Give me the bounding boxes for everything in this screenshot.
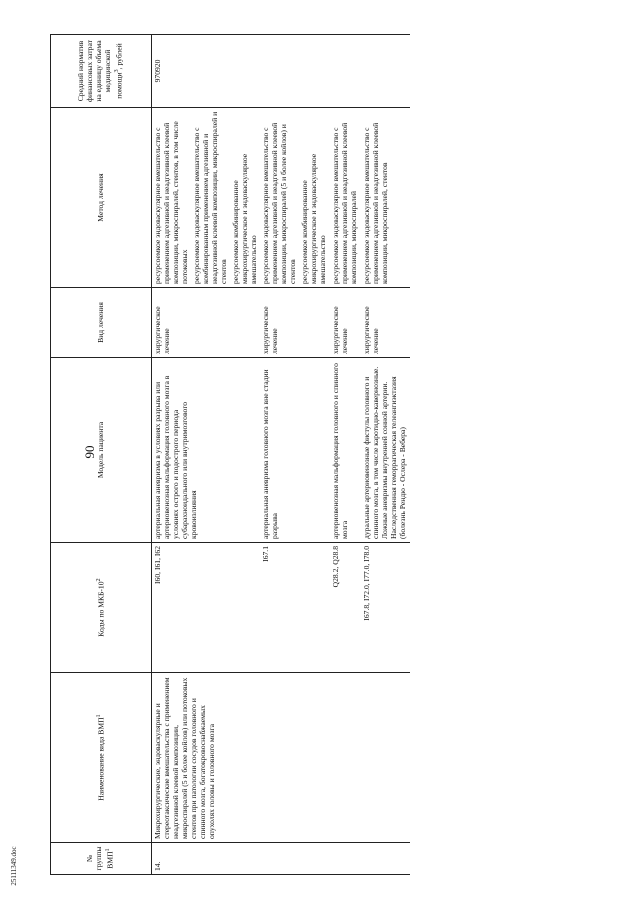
treatment-method-cell xyxy=(330,108,361,288)
treatment-method-cell xyxy=(361,108,410,288)
icd-codes-cell: I60, I61, I62 xyxy=(152,543,261,673)
patient-model-cell: артериовенозная мальформация головного и спинного мозга xyxy=(330,358,361,543)
treatment-method-item: ресурсоемкое комбинированное микрохирургическое и эндоваскулярное вмешательство xyxy=(300,153,328,284)
header-icd-codes: Коды по МКБ-$10^2$ xyxy=(51,543,152,673)
treatment-type-cell: хирургическое лечение xyxy=(260,288,330,358)
cost-cell: 970920 xyxy=(152,35,410,108)
treatment-method-item: ресурсоемкое эндоваскулярное вмешательство с комбинированным применением адгезивной и неадгезивной клеевой композиции, микроспиралей и стентов xyxy=(191,111,228,284)
treatment-type-cell: хирургическое лечение xyxy=(330,288,361,358)
table-header-row xyxy=(51,35,152,875)
treatment-method-cell xyxy=(260,108,330,288)
patient-model-cell: артериальная аневризма головного мозга вне стадии разрыва xyxy=(260,358,330,543)
file-name: 25111349.doc xyxy=(10,846,18,886)
treatment-method-item: ресурсоемкое эндоваскулярное вмешательство с применением адгезивной и неадгезивной клеевой композиции, микроспиралей, стентов xyxy=(362,122,389,284)
vmp-table xyxy=(50,34,410,875)
patient-model-cell: артериальная аневризма в условиях разрыва или артериовенозная мальформация головного мозга в условиях острого и подострого периода субарахноидального или внутримозгового кровоизлияния xyxy=(152,358,261,543)
header-vmp-name: Наименование вида ВМП$^1$ xyxy=(51,673,152,843)
icd-codes-cell: I67.1 xyxy=(260,543,330,673)
treatment-type-cell: хирургическое лечение xyxy=(152,288,261,358)
group-number-cell: 14. xyxy=(152,843,410,875)
treatment-type-cell: хирургическое лечение xyxy=(361,288,410,358)
vmp-table-container xyxy=(50,35,590,875)
page-number: 90 xyxy=(82,445,97,459)
header-treatment-method: Метод лечения xyxy=(51,108,152,288)
treatment-method-item: ресурсоемкое эндоваскулярное вмешательство с применением адгезивной и неадгезивной клеевой композиции, микроспиралей, стентов, в том числе потоковых xyxy=(153,121,189,284)
header-cost: Средний норматив финансовых затрат на единицу объема медицинской помощи$^3$, рублей xyxy=(51,35,152,108)
header-patient-model: Модель пациента xyxy=(51,358,152,543)
treatment-method-cell xyxy=(152,108,261,288)
treatment-method-item: ресурсоемкое эндоваскулярное вмешательство с применением адгезивной и неадгезивной клеевой композиции, микроспиралей xyxy=(331,122,359,284)
icd-codes-cell: I67.8, I72.0, I77.0, I78.0 xyxy=(361,543,410,673)
patient-model-cell: дуральные артериовенозные фистулы головного и спинного мозга, в том числе каротидно-кавернозные. Ложные аневризмы внутренней сонной артерии. Наследственная геморрагическая телеангиэктазия (болезнь Рендю - Ослера - Вебера) xyxy=(361,358,410,543)
table-row xyxy=(152,35,261,875)
icd-codes-cell: Q28.2, Q28.8 xyxy=(330,543,361,673)
treatment-method-item: ресурсоемкое эндоваскулярное вмешательство с применением адгезивной и неадгезивной клеевой композиции, микроспиралей (5 и более койлов) и стентов xyxy=(261,122,298,284)
header-treatment-type: Вид лечения xyxy=(51,288,152,358)
treatment-method-item: ресурсоемкое комбинированное микрохирургическое и эндоваскулярное вмешательство xyxy=(230,153,258,284)
header-group-number: № группы ВМП$^1$ xyxy=(51,843,152,875)
group-name-cell: Микрохирургические, эндоваскулярные и стереотаксические вмешательства с применением неадгезивной клеевой композиции, микроспиралей (5 и более койлов) или потоковых стентов при патологии сосудов головного и спинного мозга, богатокровоснабжаемых опухолях головы и головного мозга xyxy=(152,673,410,843)
